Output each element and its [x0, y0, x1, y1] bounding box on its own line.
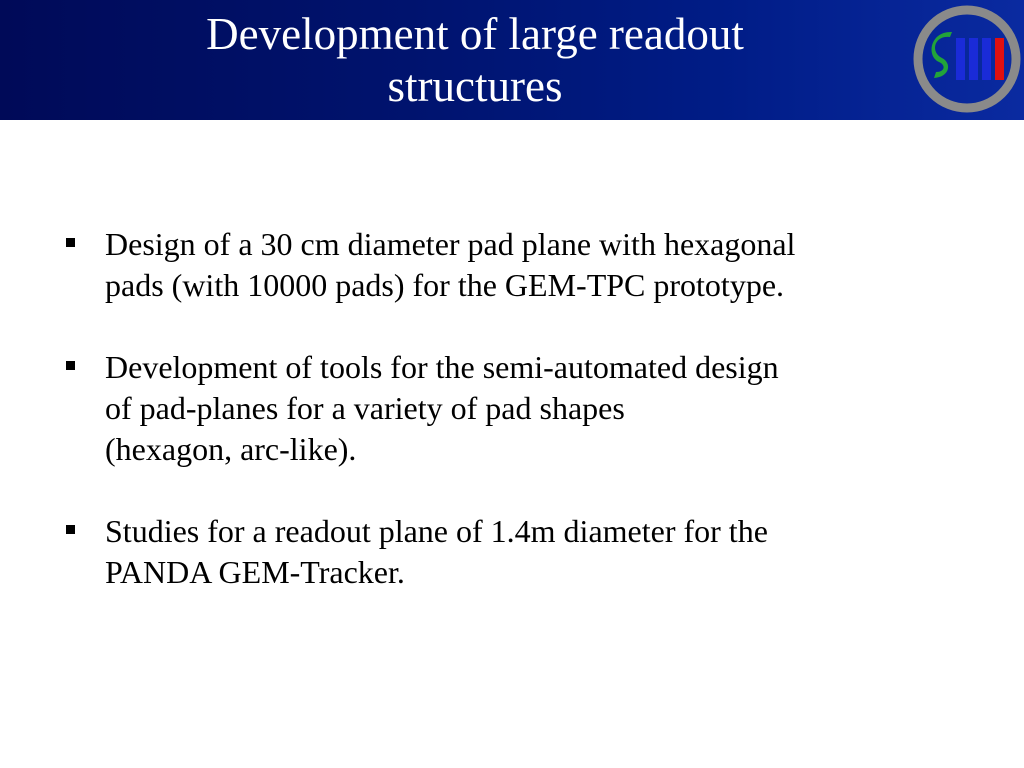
bullet-item	[60, 347, 960, 470]
slide-title-line: Development of large readout	[206, 9, 744, 59]
bullet-text-line: of pad-planes for a variety of pad shapes	[105, 390, 625, 426]
bullet-text-line: Design of a 30 cm diameter pad plane with hexagonal	[105, 226, 796, 262]
bullet-text-line: Development of tools for the semi-automated design	[105, 349, 779, 385]
bullet-text-line: Studies for a readout plane of 1.4m diameter for the	[105, 513, 768, 549]
bullet-item	[60, 511, 960, 593]
bullet-text-line: pads (with 10000 pads) for the GEM-TPC prototype.	[105, 267, 785, 303]
bullet-item	[60, 224, 960, 306]
slide-title-line: structures	[387, 61, 563, 111]
square-bullet-icon	[66, 525, 75, 534]
bullet-text-line: (hexagon, arc-like).	[105, 431, 357, 467]
bullet-text-line: PANDA GEM-Tracker.	[105, 554, 405, 590]
square-bullet-icon	[66, 238, 75, 247]
square-bullet-icon	[66, 361, 75, 370]
bullet-list	[60, 224, 960, 634]
